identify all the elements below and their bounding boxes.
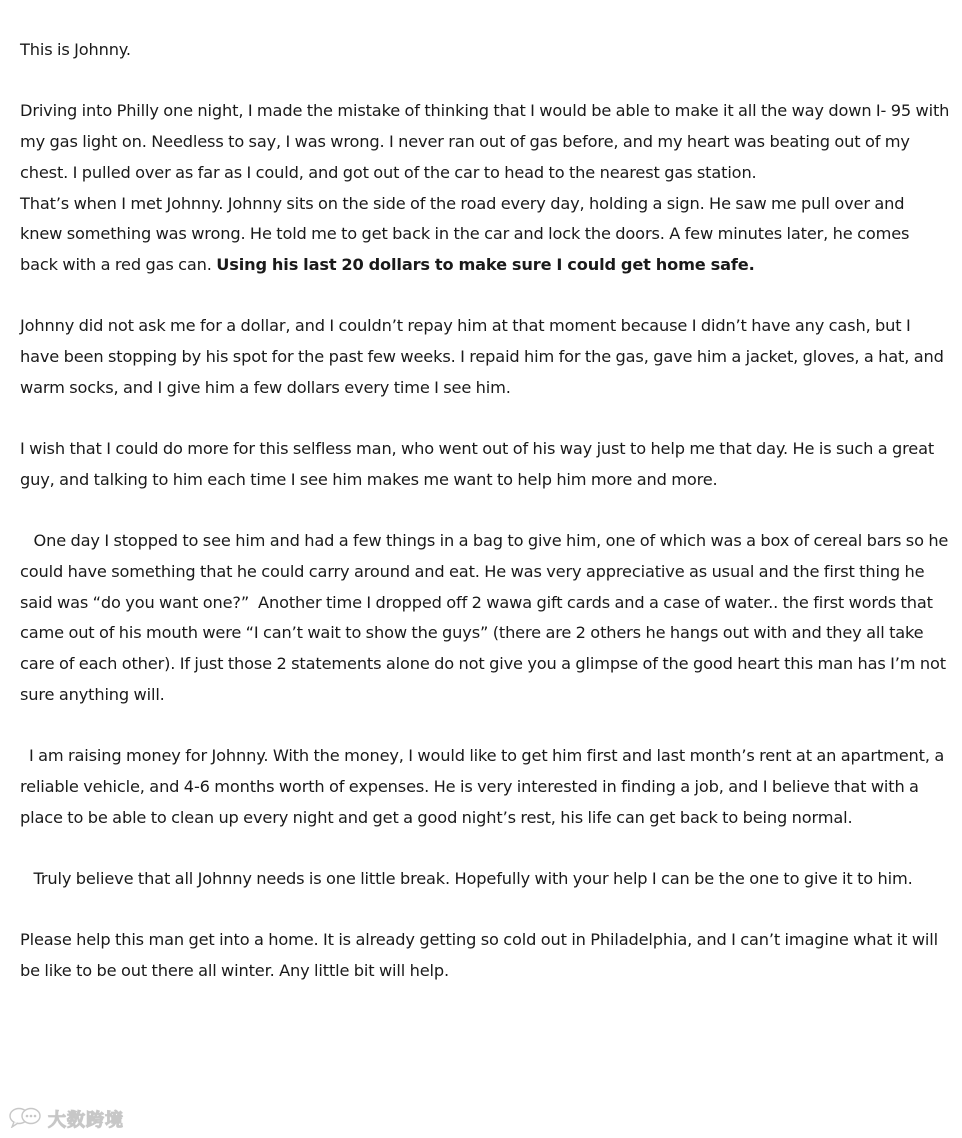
paragraph-4: One day I stopped to see him and had a few things in a bag to give him, one of which was a box of cereal bars so he could have something that he could carry around and eat. He was very appreciative as usual and the first thing he said was “do you want one?” Another time I dropped off 2 wawa gift cards and a case of water.. the first words that came out of his mouth were “I can’t wait to show the guys” (there are 2 others he hangs out with and they all take care of each other). If just those 2 statements alone do not give you a glimpse of the good heart this man has I’m not sure anything will. bbox=[20, 531, 953, 704]
document-body bbox=[20, 35, 953, 987]
paragraph-1b-text: That’s when I met Johnny. Johnny sits on the side of the road every day, holding a sign. He saw me pull over and knew something was wrong. He told me to get back in the car and lock the doors. A few minutes later, he comes back with a red gas can. bbox=[20, 193, 910, 274]
paragraph-3: I wish that I could do more for this selfless man, who went out of his way just to help me that day. He is such a great guy, and talking to him each time I see him makes me want to help him more and more. bbox=[20, 439, 935, 489]
paragraph-5: I am raising money for Johnny. With the money, I would like to get him first and last month’s rent at an apartment, a reliable vehicle, and 4-6 months worth of expenses. He is very interested in finding a job, and I believe that with a place to be able to clean up every night and get a good night’s rest, his life can get back to being normal. bbox=[20, 746, 949, 827]
paragraph-1b bbox=[20, 189, 950, 281]
paragraph-7: Please help this man get into a home. It is already getting so cold out in Philadelphia, and I can’t imagine what it will be like to be out there all winter. Any little bit will help. bbox=[20, 930, 938, 980]
watermark-text: 大数跨境 bbox=[48, 1110, 124, 1131]
greeting: This is Johnny. bbox=[20, 40, 131, 59]
paragraph-1a: Driving into Philly one night, I made the mistake of thinking that I would be able to make it all the way down I- 95 with my gas light on. Needless to say, I was wrong. I never ran out of gas before, and my heart was beating out of my chest. I pulled over as far as I could, and got out of the car to head to the nearest gas station. bbox=[20, 101, 950, 182]
watermark bbox=[8, 1106, 124, 1132]
paragraph-6: Truly believe that all Johnny needs is one little break. Hopefully with your help I can be the one to give it to him. bbox=[20, 868, 913, 888]
paragraph-2: Johnny did not ask me for a dollar, and I couldn’t repay him at that moment because I didn’t have any cash, but I have been stopping by his spot for the past few weeks. I repaid him for the gas, gave him a jacket, gloves, a hat, and warm socks, and I give him a few dollars every time I see him. bbox=[20, 316, 944, 397]
chat-bubble-logo-icon bbox=[8, 1106, 42, 1133]
paragraph-1b-bold: Using his last 20 dollars to make sure I could get home safe. bbox=[216, 254, 755, 274]
